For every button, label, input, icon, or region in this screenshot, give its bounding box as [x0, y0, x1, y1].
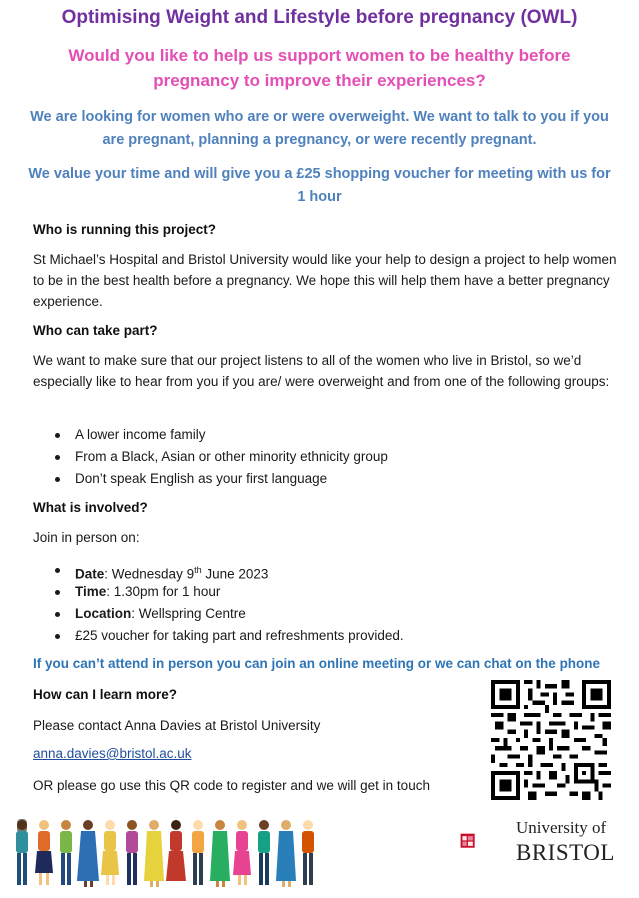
woman-figure — [302, 820, 314, 885]
university-crest-icon — [460, 815, 512, 867]
woman-figure — [16, 819, 28, 885]
woman-figure — [126, 820, 138, 885]
woman-figure — [233, 820, 251, 885]
time-value: : 1.30pm for 1 hour — [106, 584, 221, 599]
intro-paragraph-2: We value your time and will give you a £25 shopping voucher for meeting with us for 1 hour — [28, 166, 611, 205]
location-value: : Wellspring Centre — [131, 606, 246, 621]
eligibility-list — [33, 424, 388, 490]
date-label: Date — [75, 566, 105, 582]
running-paragraph: St Michael’s Hospital and Bristol University would like your help to design a project to help women to be in the best health before a pregnancy. We hope this will help them have a better pregnancy experience. — [33, 252, 617, 309]
woman-figure — [101, 820, 119, 885]
heading-learn-more: How can I learn more? — [33, 687, 178, 702]
list-item: From a Black, Asian or other minority ethnicity group — [33, 446, 388, 468]
heading-who-can-take-part: Who can take part? — [33, 323, 158, 338]
online-option-callout: If you can’t attend in person you can join an online meeting or we can chat on the phone — [33, 656, 601, 671]
join-text: Join in person on: — [33, 530, 140, 545]
woman-figure — [258, 820, 270, 885]
list-item: A lower income family — [33, 424, 388, 446]
woman-figure — [210, 820, 230, 887]
event-time — [33, 581, 404, 603]
event-voucher: £25 voucher for taking part and refreshments provided. — [33, 625, 404, 647]
women-illustration — [10, 815, 330, 891]
event-details-list — [33, 559, 404, 647]
contact-text: Please contact Anna Davies at Bristol University — [33, 718, 321, 733]
woman-figure — [166, 820, 186, 881]
logo-text-university-of: University of — [516, 818, 607, 837]
location-label: Location — [75, 606, 132, 621]
heading-who-is-running: Who is running this project? — [33, 222, 216, 237]
woman-figure — [77, 820, 99, 887]
date-value: : Wednesday 9 — [104, 566, 195, 582]
event-location — [33, 603, 404, 625]
logo-text-bristol: BRISTOL — [516, 840, 615, 865]
woman-figure — [60, 820, 72, 885]
qr-code[interactable] — [491, 680, 611, 800]
list-item: Don’t speak English as your first language — [33, 468, 388, 490]
woman-figure — [276, 820, 296, 887]
time-label: Time — [75, 584, 107, 599]
date-tail: June 2023 — [201, 566, 269, 582]
woman-figure — [144, 820, 164, 887]
who-paragraph: We want to make sure that our project listens to all of the women who live in Bristol, so we’d especially like to hear from you if you are/ were overweight and from one of the following groups: — [33, 353, 610, 389]
date-superscript: th — [194, 565, 202, 575]
woman-figure — [192, 820, 204, 885]
heading-what-is-involved: What is involved? — [33, 500, 148, 515]
page-title: Optimising Weight and Lifestyle before pregnancy (OWL) — [61, 7, 578, 28]
subtitle: Would you like to help us support women to be healthy before pregnancy to improve their experiences? — [68, 46, 571, 90]
email-link[interactable]: anna.davies@bristol.ac.uk — [33, 746, 192, 761]
woman-figure — [35, 820, 53, 885]
intro-paragraph-1: We are looking for women who are or were overweight. We want to talk to you if you are pregnant, planning a pregnancy, or were recently pregnant. — [30, 109, 609, 148]
qr-instruction-text: OR please go use this QR code to register and we will get in touch — [33, 778, 430, 793]
event-date — [33, 559, 404, 581]
